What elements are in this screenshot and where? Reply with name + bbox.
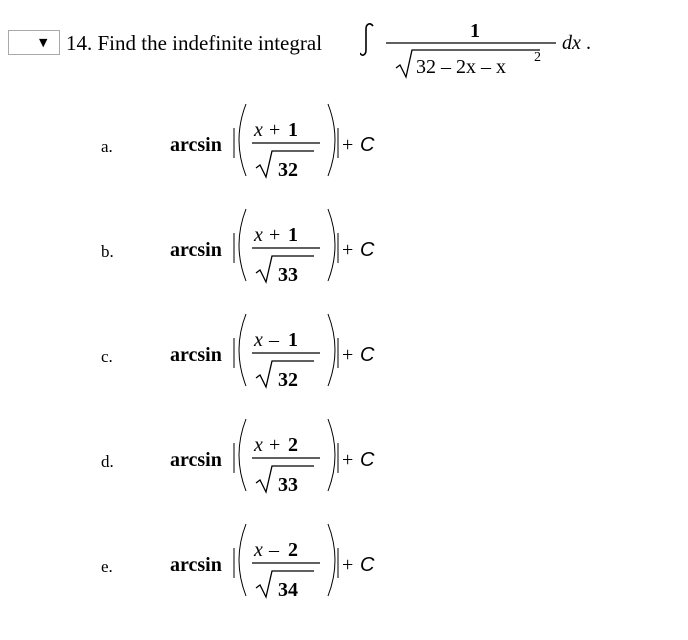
question-prompt: Find the indefinite integral <box>97 31 323 55</box>
left-paren <box>239 104 246 176</box>
integral-sign <box>360 24 373 55</box>
numerator-constant: 2 <box>288 539 298 561</box>
numerator-constant: 1 <box>288 119 298 141</box>
numerator-constant: 1 <box>288 329 298 351</box>
arcsin-label: arcsin <box>170 134 222 156</box>
right-paren <box>328 314 335 386</box>
constant-c: C <box>360 239 375 261</box>
integrand-numerator: 1 <box>470 20 480 42</box>
arcsin-label: arcsin <box>170 449 222 471</box>
numerator-operator: + <box>269 119 281 141</box>
plus-sign: + <box>342 449 354 471</box>
right-paren <box>328 104 335 176</box>
integral-expression <box>360 20 600 90</box>
option-e-letter: e. <box>101 557 113 576</box>
option-b-expression <box>166 207 426 297</box>
constant-c: C <box>360 134 375 156</box>
denominator-value: 34 <box>278 579 298 601</box>
left-paren <box>239 524 246 596</box>
plus-sign: + <box>342 344 354 366</box>
triangle-down-icon: ▼ <box>39 36 48 49</box>
question-number: 14. <box>66 31 93 55</box>
numerator-operator: + <box>269 224 281 246</box>
numerator-operator: – <box>269 539 279 561</box>
plus-sign: + <box>342 554 354 576</box>
question-period: . <box>586 32 591 54</box>
arcsin-label: arcsin <box>170 554 222 576</box>
numerator-constant: 2 <box>288 434 298 456</box>
option-e-expression <box>166 522 426 612</box>
option-d-letter: d. <box>101 452 114 471</box>
right-paren <box>328 524 335 596</box>
numerator-variable: x <box>254 119 263 141</box>
option-a-expression <box>166 102 426 192</box>
option-c-expression <box>166 312 426 402</box>
arcsin-label: arcsin <box>170 344 222 366</box>
denominator-value: 33 <box>278 264 298 286</box>
denominator-value: 32 <box>278 159 298 181</box>
answer-dropdown[interactable] <box>8 30 60 55</box>
option-d-expression <box>166 417 426 507</box>
numerator-variable: x <box>254 539 263 561</box>
numerator-variable: x <box>254 224 263 246</box>
denominator-value: 32 <box>278 369 298 391</box>
question-text <box>66 30 322 56</box>
constant-c: C <box>360 449 375 471</box>
numerator-operator: + <box>269 434 281 456</box>
constant-c: C <box>360 344 375 366</box>
arcsin-label: arcsin <box>170 239 222 261</box>
right-paren <box>328 209 335 281</box>
numerator-variable: x <box>254 434 263 456</box>
left-paren <box>239 419 246 491</box>
left-paren <box>239 314 246 386</box>
option-b-letter: b. <box>101 242 114 261</box>
constant-c: C <box>360 554 375 576</box>
right-paren <box>328 419 335 491</box>
option-a-letter: a. <box>101 137 113 156</box>
option-c-letter: c. <box>101 347 113 366</box>
denominator-value: 33 <box>278 474 298 496</box>
numerator-operator: – <box>269 329 279 351</box>
plus-sign: + <box>342 239 354 261</box>
integrand-exponent: 2 <box>534 50 541 65</box>
plus-sign: + <box>342 134 354 156</box>
numerator-variable: x <box>254 329 263 351</box>
numerator-constant: 1 <box>288 224 298 246</box>
integrand-differential: dx <box>562 32 581 54</box>
integrand-radicand: 32 – 2x – x <box>416 56 506 78</box>
left-paren <box>239 209 246 281</box>
